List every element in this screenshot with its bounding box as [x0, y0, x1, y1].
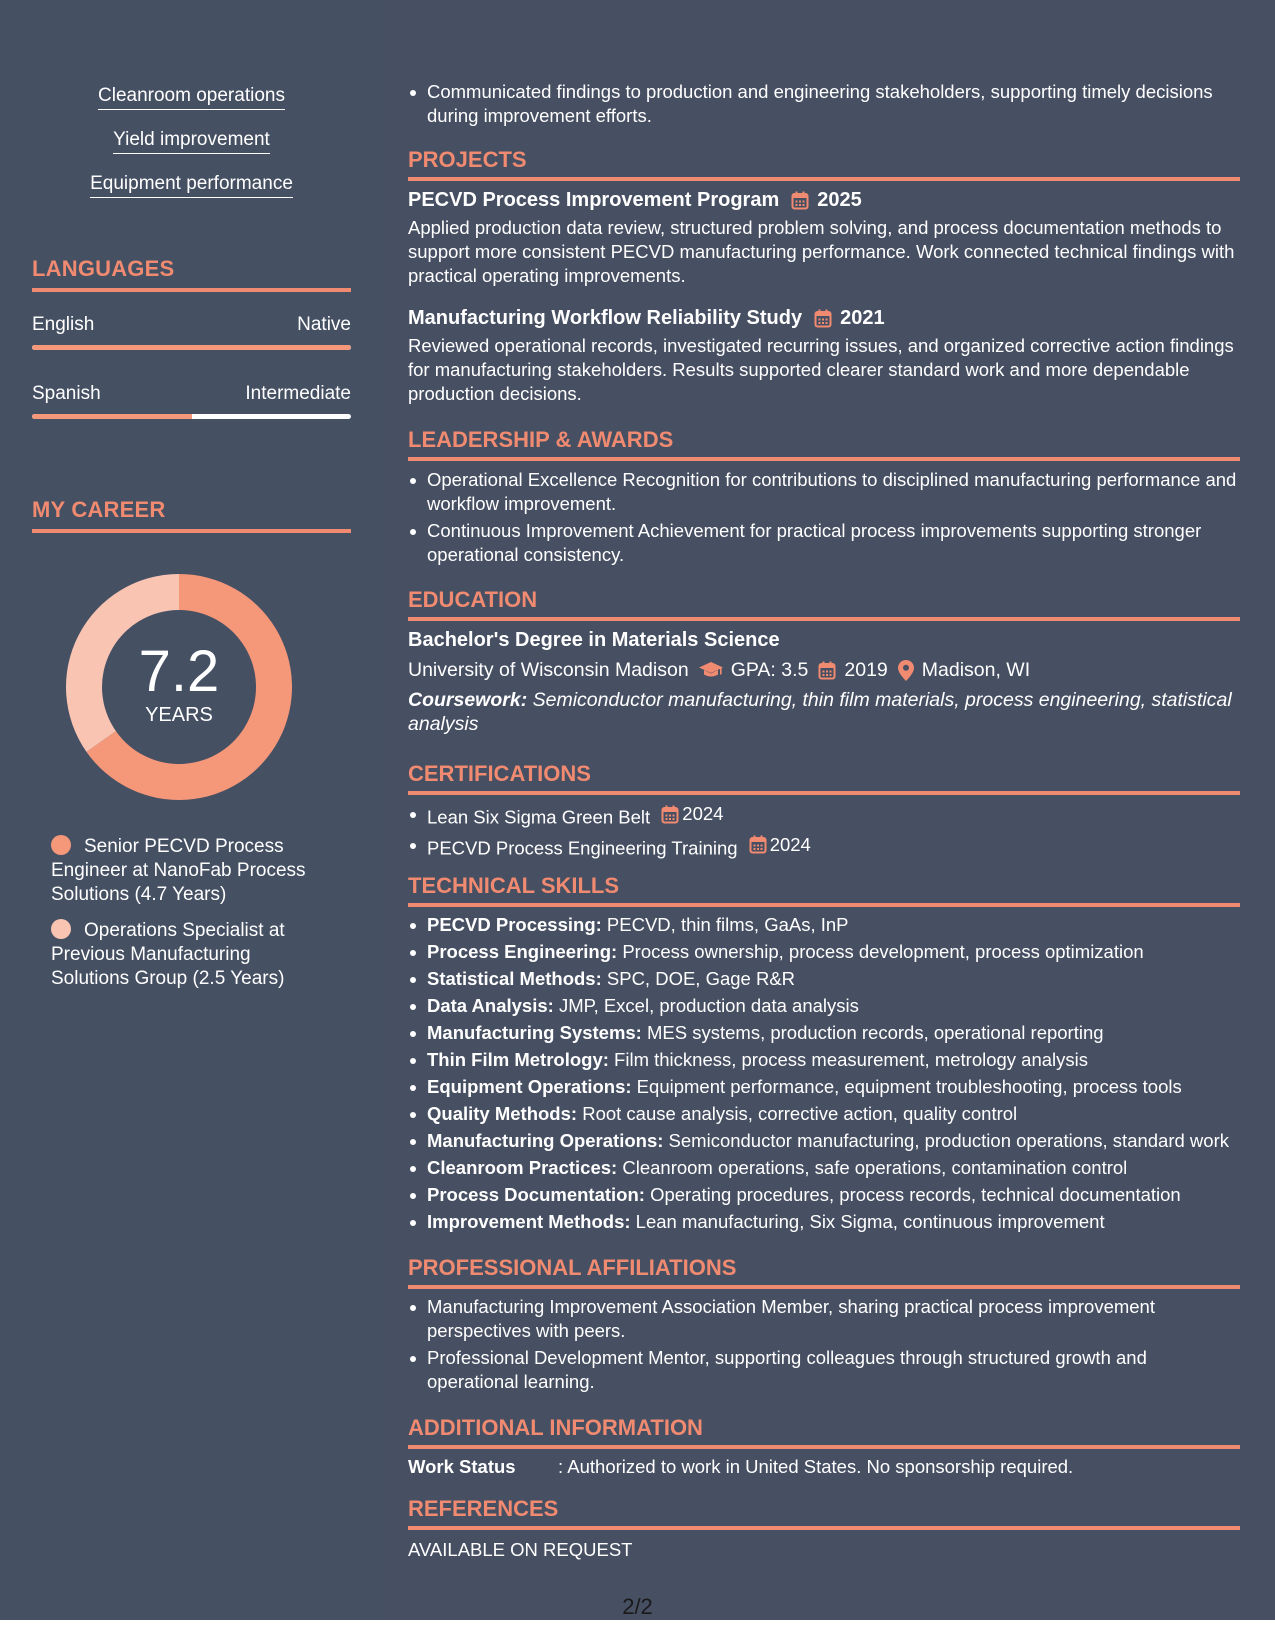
- references-heading: REFERENCES: [408, 1496, 1240, 1530]
- technical-skill-item: [427, 1075, 1240, 1099]
- coursework-list: Semiconductor manufacturing, thin film materials, process engineering, statistical analysis: [408, 689, 1232, 735]
- languages-heading: LANGUAGES: [32, 256, 351, 292]
- calendar-icon: [749, 835, 767, 854]
- technical-skill-item: [427, 1183, 1240, 1207]
- references-text: AVAILABLE ON REQUEST: [408, 1539, 633, 1560]
- skill-category: Process Documentation:: [427, 1184, 645, 1205]
- technical-skill-item: [427, 940, 1240, 964]
- work-status-row: [408, 1455, 1240, 1479]
- skill-category: Process Engineering:: [427, 941, 618, 962]
- technical-skill-item: [427, 1210, 1240, 1234]
- work-status-label: Work Status: [408, 1456, 516, 1477]
- skill-values: Cleanroom operations, safe operations, contamination control: [617, 1157, 1128, 1178]
- map-pin-icon: [898, 660, 914, 681]
- project-item: [408, 187, 1240, 288]
- graduation-year: 2019: [844, 659, 888, 681]
- certifications-heading: CERTIFICATIONS: [408, 761, 1240, 795]
- technical-skills-list: [408, 913, 1240, 1237]
- page-number: 2/2: [622, 1594, 653, 1619]
- skill-values: SPC, DOE, Gage R&R: [601, 968, 796, 989]
- technical-skill-item: [427, 913, 1240, 937]
- project-item: [408, 305, 1240, 406]
- certification-item: [427, 833, 1240, 861]
- skill-tag: Cleanroom operations: [98, 84, 285, 110]
- skill-values: Semiconductor manufacturing, production operations, standard work: [663, 1130, 1229, 1151]
- language-name: English: [32, 314, 95, 335]
- skill-values: JMP, Excel, production data analysis: [553, 995, 859, 1016]
- technical-skill-item: [427, 1129, 1240, 1153]
- skill-category: Equipment Operations:: [427, 1076, 632, 1097]
- skill-tags: [32, 84, 351, 216]
- calendar-icon: [814, 309, 832, 328]
- experience-bullet: Communicated findings to production and engineering stakeholders, supporting timely decisions during improvement efforts.: [427, 80, 1240, 128]
- skill-category: Data Analysis:: [427, 995, 554, 1016]
- skill-values: Root cause analysis, corrective action, quality control: [577, 1103, 1018, 1124]
- technical-skill-item: [427, 994, 1240, 1018]
- skill-values: Process ownership, process development, process optimization: [617, 941, 1144, 962]
- legend-dot: [51, 919, 71, 939]
- skill-values: Operating procedures, process records, technical documentation: [644, 1184, 1181, 1205]
- career-total-years: 7.2: [138, 639, 220, 704]
- skill-category: PECVD Processing:: [427, 914, 602, 935]
- skill-category: Manufacturing Operations:: [427, 1130, 664, 1151]
- skill-category: Quality Methods:: [427, 1103, 578, 1124]
- work-status-value: : Authorized to work in United States. No sponsorship required.: [558, 1456, 1074, 1477]
- project-title: Manufacturing Workflow Reliability Study: [408, 307, 803, 329]
- language-spanish: [32, 382, 351, 419]
- certifications-list: [408, 802, 1240, 863]
- affiliations-list: [408, 1295, 1240, 1397]
- leadership-heading: LEADERSHIP & AWARDS: [408, 427, 1240, 461]
- skill-category: Cleanroom Practices:: [427, 1157, 618, 1178]
- project-title: PECVD Process Improvement Program: [408, 189, 780, 211]
- leadership-list: [408, 468, 1240, 570]
- career-donut-chart: [66, 574, 292, 800]
- skill-tag: Yield improvement: [113, 128, 270, 154]
- language-english: [32, 313, 351, 350]
- certification-year: 2024: [682, 803, 724, 824]
- leadership-bullet: Operational Excellence Recognition for contributions to disciplined manufacturing performance and workflow improvement.: [427, 468, 1240, 516]
- project-year: 2025: [817, 189, 862, 211]
- affiliation-bullet: Manufacturing Improvement Association Member, sharing practical process improvement perspectives with peers.: [427, 1295, 1240, 1343]
- education-item: [408, 627, 1240, 736]
- technical-skills-heading: TECHNICAL SKILLS: [408, 873, 1240, 907]
- skill-values: Equipment performance, equipment troubleshooting, process tools: [631, 1076, 1182, 1097]
- sidebar-background: [0, 0, 383, 1620]
- skill-values: PECVD, thin films, GaAs, InP: [601, 914, 849, 935]
- technical-skill-item: [427, 1102, 1240, 1126]
- certification-year: 2024: [769, 833, 811, 855]
- language-name: Spanish: [32, 383, 101, 404]
- project-description: Applied production data review, structured problem solving, and process documentation methods to support more consistent PECVD manufacturing performance. Work connected technical findings with practical operating improvements.: [408, 217, 1235, 286]
- skill-values: MES systems, production records, operational reporting: [641, 1022, 1104, 1043]
- skill-tag: Equipment performance: [90, 172, 293, 198]
- additional-info-heading: ADDITIONAL INFORMATION: [408, 1415, 1240, 1449]
- language-bar: [32, 345, 351, 350]
- language-bar: [32, 414, 351, 419]
- career-legend-label: Operations Specialist at Previous Manufacturing Solutions Group (2.5 Years): [51, 920, 285, 989]
- technical-skill-item: [427, 1156, 1240, 1180]
- skill-category: Statistical Methods:: [427, 968, 602, 989]
- language-level: Native: [297, 314, 351, 335]
- career-legend: [51, 835, 321, 1003]
- graduation-cap-icon: [699, 661, 723, 679]
- gpa: GPA: 3.5: [730, 659, 809, 681]
- technical-skill-item: [427, 1048, 1240, 1072]
- legend-dot: [51, 835, 71, 855]
- calendar-icon: [818, 661, 836, 680]
- skill-category: Manufacturing Systems:: [427, 1022, 642, 1043]
- language-bar-fill: [32, 414, 192, 419]
- project-description: Reviewed operational records, investigated recurring issues, and organized corrective action findings for manufacturing stakeholders. Results supported clearer standard work and more dependable production decisions.: [408, 335, 1234, 404]
- degree-title: Bachelor's Degree in Materials Science: [408, 629, 780, 651]
- calendar-icon: [791, 191, 809, 210]
- skill-values: Lean manufacturing, Six Sigma, continuous improvement: [630, 1211, 1105, 1232]
- coursework: [408, 688, 1240, 736]
- skill-category: Improvement Methods:: [427, 1211, 631, 1232]
- career-years-unit: YEARS: [145, 704, 213, 726]
- school-location: Madison, WI: [921, 659, 1031, 681]
- skill-values: Film thickness, process measurement, metrology analysis: [608, 1049, 1089, 1070]
- project-year: 2021: [840, 307, 885, 329]
- language-bar-fill: [32, 345, 351, 350]
- technical-skill-item: [427, 967, 1240, 991]
- school-name: University of Wisconsin Madison: [408, 659, 689, 681]
- education-heading: EDUCATION: [408, 587, 1240, 621]
- career-legend-label: Senior PECVD Process Engineer at NanoFab Process Solutions (4.7 Years): [51, 836, 306, 905]
- certification-name: PECVD Process Engineering Training: [427, 837, 738, 858]
- affiliation-bullet: Professional Development Mentor, supporting colleagues through structured growth and operational learning.: [427, 1346, 1240, 1394]
- calendar-icon: [661, 805, 679, 824]
- affiliations-heading: PROFESSIONAL AFFILIATIONS: [408, 1255, 1240, 1289]
- certification-item: [427, 802, 1240, 830]
- coursework-label: Coursework:: [408, 689, 528, 711]
- certification-name: Lean Six Sigma Green Belt: [427, 806, 651, 828]
- leadership-bullet: Continuous Improvement Achievement for practical process improvements supporting stronger operational consistency.: [427, 519, 1240, 567]
- skill-category: Thin Film Metrology:: [427, 1049, 609, 1070]
- experience-continued: [408, 80, 1240, 131]
- career-donut-center: [66, 574, 292, 800]
- career-legend-item: [51, 835, 321, 907]
- technical-skill-item: [427, 1021, 1240, 1045]
- projects-heading: PROJECTS: [408, 147, 1240, 181]
- career-legend-item: [51, 919, 321, 991]
- career-heading: MY CAREER: [32, 497, 351, 533]
- language-level: Intermediate: [245, 383, 351, 404]
